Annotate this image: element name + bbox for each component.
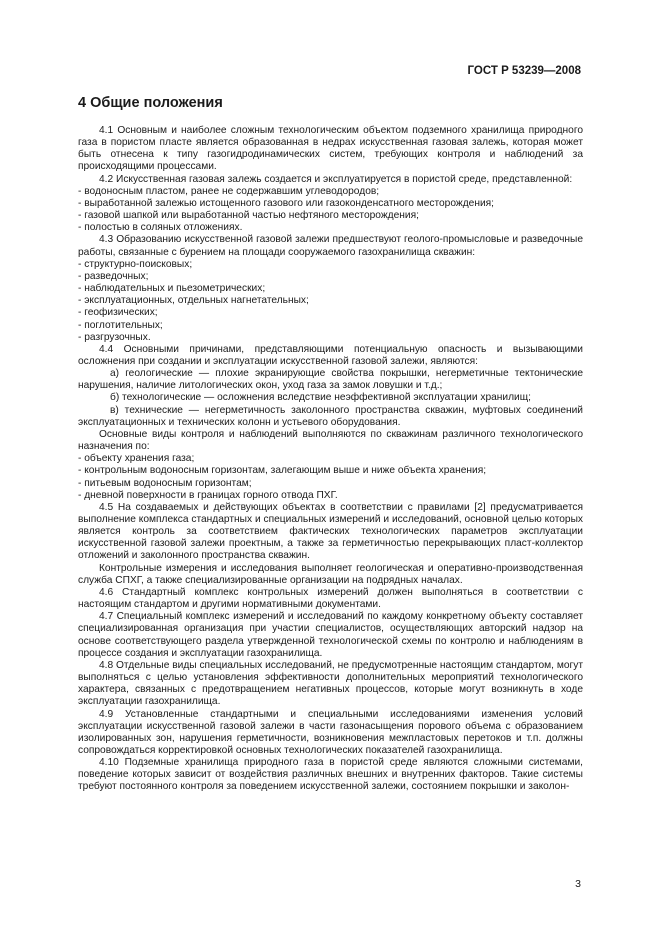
list-item: - наблюдательных и пьезометрических; bbox=[78, 283, 266, 295]
list-item: - питьевым водоносным горизонтам; bbox=[78, 477, 252, 489]
paragraph-4-4-a: а) геологические — плохие экранирующие свойства покрышки, негерметичные тектонические нарушения, наличие литологических окон, уход газа за замок ловушки и т.д.; bbox=[78, 368, 583, 392]
list-item: - структурно-поисковых; bbox=[78, 258, 193, 270]
list-item: - разведочных; bbox=[78, 270, 149, 282]
list-item: - объекту хранения газа; bbox=[78, 453, 195, 465]
list-item: - газовой шапкой или выработанной частью нефтяного месторождения; bbox=[78, 210, 419, 222]
paragraph-4-1: 4.1 Основным и наиболее сложным технологическим объектом подземного хранилища природного газа в пористом пласте является образованная в недрах искусственная газовая залежь, которая может быть отнесена к типу газогидродинамических систем, требующих контроля и наблюдений за происходящими процессами. bbox=[78, 125, 583, 173]
page-number: 3 bbox=[575, 878, 581, 890]
paragraph-4-4-b: б) технологические — осложнения вследствие неэффективной эксплуатации хранилищ; bbox=[110, 392, 531, 404]
list-item: - разгрузочных. bbox=[78, 331, 151, 343]
paragraph-4-6: 4.6 Стандартный комплекс контрольных измерений должен выполняться в соответствии с настоящим стандартом и другими нормативными документами. bbox=[78, 586, 583, 611]
section-title: 4 Общие положения bbox=[78, 95, 223, 111]
paragraph-4-8: 4.8 Отдельные виды специальных исследований, не предусмотренные настоящим стандартом, могут выполняться с целью установления эффективности дополнительных мероприятий технологического характера, связанных с предотвращением негативных процессов, которые могут возникнуть в ходе эксплуатации газохранилища. bbox=[78, 659, 583, 708]
list-item: - контрольным водоносным горизонтам, залегающим выше и ниже объекта хранения; bbox=[78, 465, 487, 477]
standard-header: ГОСТ Р 53239—2008 bbox=[467, 65, 581, 77]
paragraph-4-4-d: Основные виды контроля и наблюдений выполняются по скважинам различного технологического назначения по: bbox=[78, 428, 583, 453]
paragraph-4-4: 4.4 Основными причинами, представляющими потенциальную опасность и вызывающими осложнения при создании и эксплуатации искусственной газовой залежи, являются: bbox=[78, 343, 583, 367]
list-item: - выработанной залежью истощенного газового или газоконденсатного месторождения; bbox=[78, 197, 494, 209]
document-body bbox=[78, 125, 583, 794]
list-item: - поглотительных; bbox=[78, 319, 163, 331]
list-item: - геофизических; bbox=[78, 307, 158, 319]
paragraph-4-10: 4.10 Подземные хранилища природного газа в пористой среде являются сложными системами, поведение которых зависит от воздействия различных внешних и внутренних факторов. Такие системы требуют постоянного контроля за поведением искусственной залежи, состоянием покрышки и заколон- bbox=[78, 757, 583, 793]
paragraph-4-9: 4.9 Установленные стандартными и специальными исследованиями изменения условий эксплуатации искусственной газовой залежи в части газонасыщения порового объема с образованием изолированных зон, нарушения герметичности, возникновения межпластовых перетоков и т.п. должны сопровождаться корректировкой основных технологических показателей газохранилища. bbox=[78, 708, 583, 756]
list-item: - эксплуатационных, отдельных нагнетательных; bbox=[78, 295, 309, 307]
paragraph-4-5: 4.5 На создаваемых и действующих объектах в соответствии с правилами [2] предусматривается выполнение комплекса стандартных и специальных измерений и исследований, основной целью которых является контроль за соответствием фактических технологических параметров эксплуатации искусственной газовой залежи проектным, а также за герметичностью перекрывающих пласт-коллектор отложений и заколонного пространства скважин. bbox=[78, 501, 583, 562]
list-item: - водоносным пластом, ранее не содержавшим углеводородов; bbox=[78, 185, 380, 197]
paragraph-4-2: 4.2 Искусственная газовая залежь создается и эксплуатируется в пористой среде, представленной: bbox=[99, 173, 573, 185]
paragraph-4-5-b: Контрольные измерения и исследования выполняет геологическая и оперативно-производственная служба СПХГ, а также специализированные организации на подрядных началах. bbox=[78, 562, 583, 586]
paragraph-4-7: 4.7 Специальный комплекс измерений и исследований по каждому конкретному объекту составляет специализированная организация при участии специалистов, осуществляющих авторский надзор на основе соответствующего раздела утвержденной технологической схемы по контролю и наблюдениям в процессе создания и эксплуатации газохранилища. bbox=[78, 611, 583, 659]
list-item: - полостью в соляных отложениях. bbox=[78, 222, 243, 234]
list-item: - дневной поверхности в границах горного отвода ПХГ. bbox=[78, 489, 338, 501]
paragraph-4-3: 4.3 Образованию искусственной газовой залежи предшествуют геолого-промысловые и разведочные работы, связанные с бурением на площади сооружаемого газохранилища скважин: bbox=[78, 234, 583, 258]
paragraph-4-4-c: в) технические — негерметичность заколонного пространства скважин, муфтовых соединений эксплуатационных и технических колонн и устьевого оборудования. bbox=[78, 404, 583, 428]
